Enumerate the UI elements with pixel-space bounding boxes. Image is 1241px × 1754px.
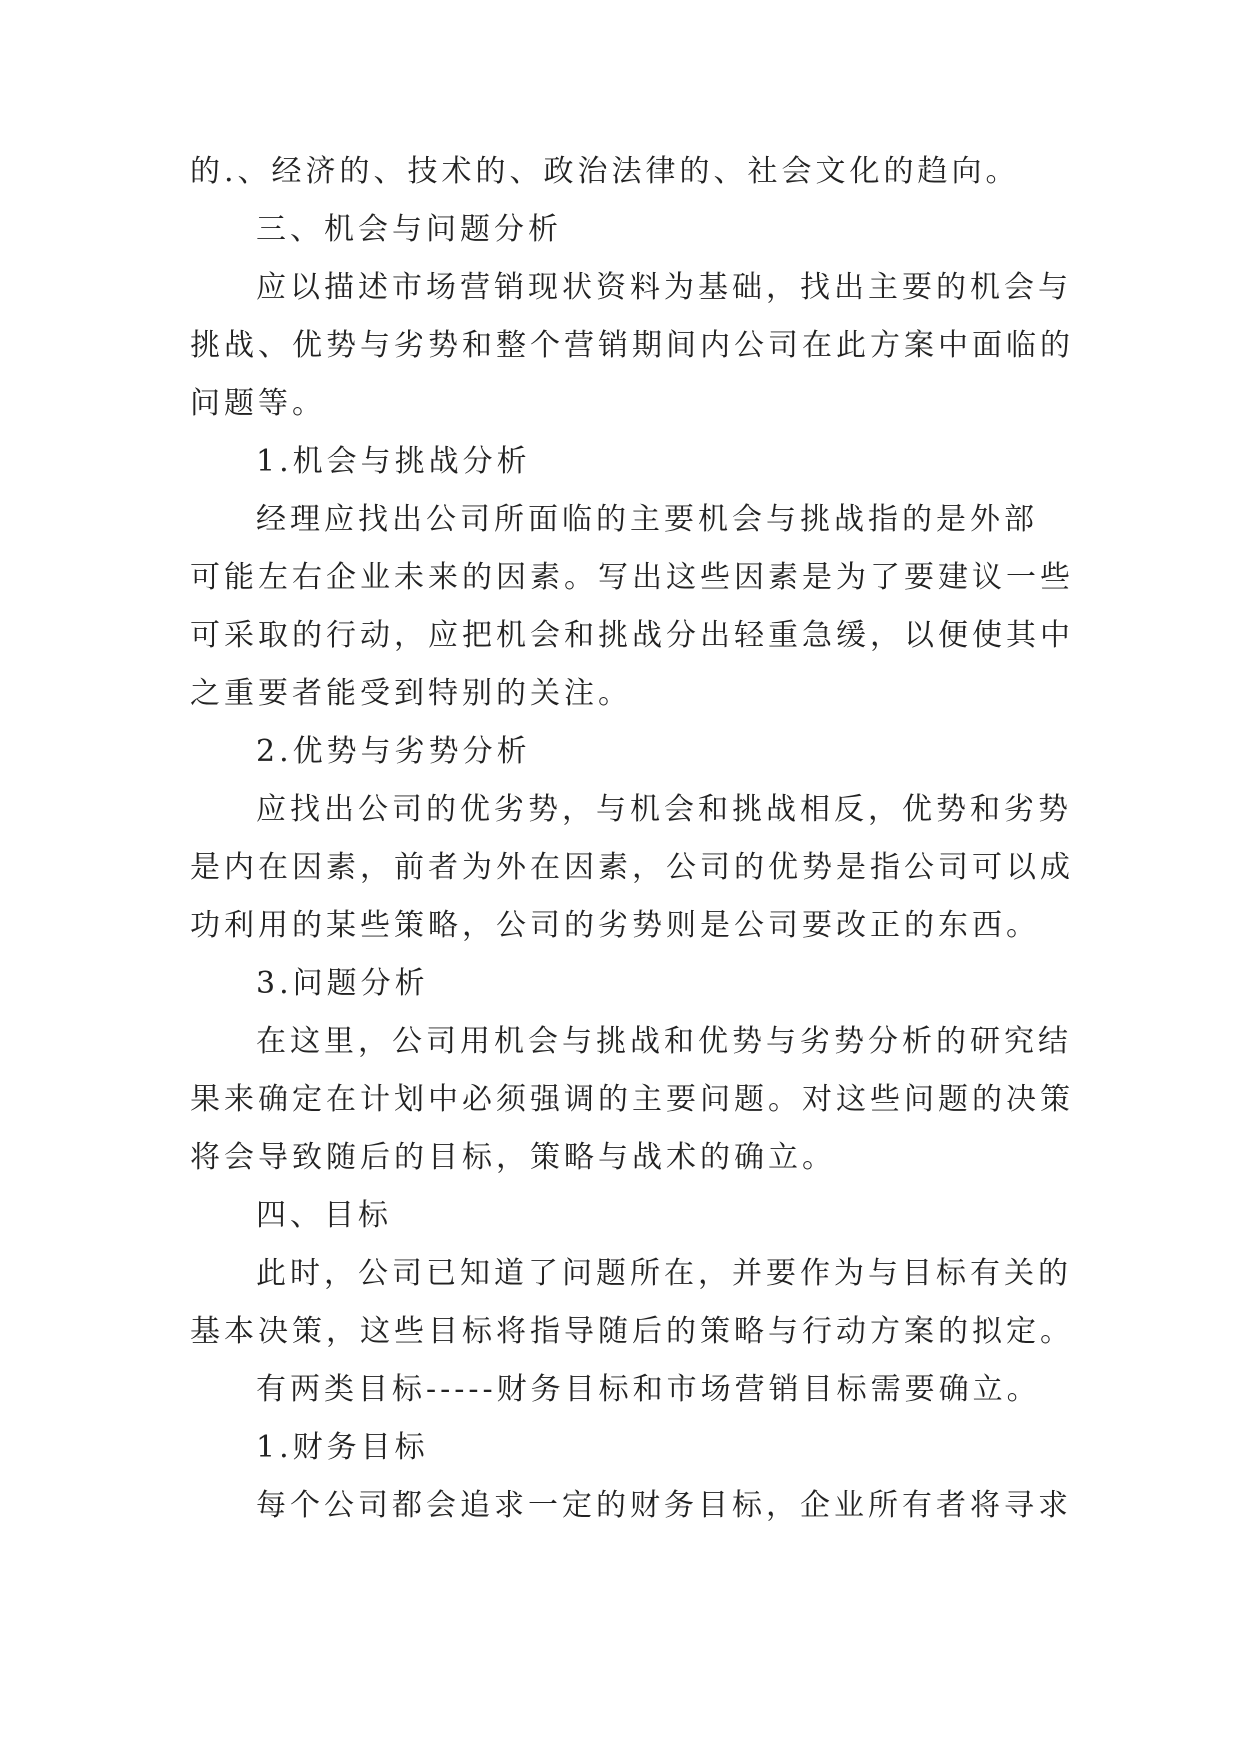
paragraph-line: 之重要者能受到特别的关注。 (190, 676, 632, 711)
paragraph-line: 基本决策，这些目标将指导随后的策略与行动方案的拟定。 (190, 1314, 1074, 1349)
subsection-heading: 1.财务目标 (256, 1430, 429, 1465)
paragraph-line: 每个公司都会追求一定的财务目标，企业所有者将寻求 (256, 1488, 1072, 1523)
paragraph-line: 将会导致随后的目标，策略与战术的确立。 (190, 1140, 836, 1175)
section-heading: 四、目标 (256, 1198, 392, 1233)
paragraph-line: 问题等。 (190, 386, 326, 421)
paragraph-line: 是内在因素，前者为外在因素，公司的优势是指公司可以成 (190, 850, 1074, 885)
section-heading: 三、机会与问题分析 (256, 212, 562, 247)
paragraph-line: 此时，公司已知道了问题所在，并要作为与目标有关的 (256, 1256, 1072, 1291)
paragraph-line: 可能左右企业未来的因素。写出这些因素是为了要建议一些 (190, 560, 1074, 595)
paragraph-line: 经理应找出公司所面临的主要机会与挑战指的是外部 (256, 502, 1038, 537)
subsection-heading: 1.机会与挑战分析 (256, 444, 531, 479)
paragraph-line: 有两类目标-----财务目标和市场营销目标需要确立。 (256, 1372, 1041, 1407)
paragraph-line: 应以描述市场营销现状资料为基础，找出主要的机会与 (256, 270, 1072, 305)
text-line: 的.、经济的、技术的、政治法律的、社会文化的趋向。 (190, 154, 1020, 189)
paragraph-line: 应找出公司的优劣势，与机会和挑战相反，优势和劣势 (256, 792, 1072, 827)
paragraph-line: 果来确定在计划中必须强调的主要问题。对这些问题的决策 (190, 1082, 1074, 1117)
paragraph-line: 功利用的某些策略，公司的劣势则是公司要改正的东西。 (190, 908, 1040, 943)
subsection-heading: 2.优势与劣势分析 (256, 734, 531, 769)
subsection-heading: 3.问题分析 (256, 966, 429, 1001)
paragraph-line: 可采取的行动，应把机会和挑战分出轻重急缓，以便使其中 (190, 618, 1074, 653)
paragraph-line: 在这里，公司用机会与挑战和优势与劣势分析的研究结 (256, 1024, 1072, 1059)
paragraph-line: 挑战、优势与劣势和整个营销期间内公司在此方案中面临的 (190, 328, 1074, 363)
